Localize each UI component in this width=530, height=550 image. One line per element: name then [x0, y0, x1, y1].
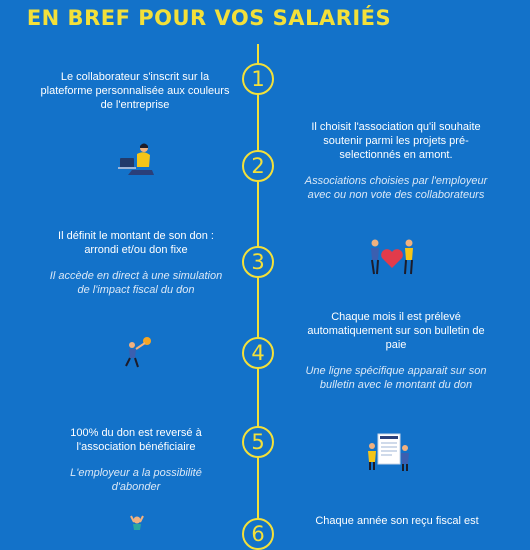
step-4-circle: 4	[242, 337, 274, 369]
step-5-note: L'employeur a la possibilité d'abonder	[70, 467, 202, 493]
step-3-circle: 3	[242, 246, 274, 278]
step-3-block	[46, 229, 226, 297]
step-6-circle: 6	[242, 518, 274, 550]
step-5-block	[56, 426, 216, 494]
step-5-circle: 5	[242, 426, 274, 458]
step-4-text: Chaque mois il est prélevé automatiquement sur son bulletin de paie	[307, 311, 485, 351]
step-6-block	[292, 514, 502, 528]
person-celebrating-illustration	[124, 514, 150, 530]
contract-signing-illustration	[366, 432, 410, 472]
step-2-text: Il choisit l'association qu'il souhaite soutenir parmi les projets pré-selectionnés en amont.	[311, 121, 481, 161]
step-2-block	[296, 120, 496, 202]
step-2-circle: 2	[242, 150, 274, 182]
step-3-text: Il définit le montant de son don : arrondi et/ou don fixe	[58, 230, 214, 256]
step-4-block	[296, 310, 496, 392]
step-1-text: Le collaborateur s'inscrit sur la plateforme personnalisée aux couleurs de l'entreprise	[40, 71, 230, 111]
person-with-laptop-illustration	[118, 140, 158, 178]
step-5-text: 100% du don est reversé à l'association bénéficiaire	[70, 427, 202, 453]
people-holding-heart-illustration	[366, 238, 418, 276]
step-1-block	[40, 70, 230, 112]
step-2-note: Associations choisies par l'employeur avec ou non vote des collaborateurs	[304, 175, 488, 201]
timeline-line	[257, 44, 259, 544]
step-1-circle: 1	[242, 63, 274, 95]
step-3-note: Il accède en direct à une simulation de l'impact fiscal du don	[49, 270, 223, 296]
person-jumping-coin-illustration	[120, 336, 154, 370]
page-title: EN BREF POUR VOS SALARIÉS	[26, 6, 392, 30]
step-4-note: Une ligne spécifique apparait sur son bulletin avec le montant du don	[305, 365, 487, 391]
step-6-text: Chaque année son reçu fiscal est	[315, 515, 479, 527]
